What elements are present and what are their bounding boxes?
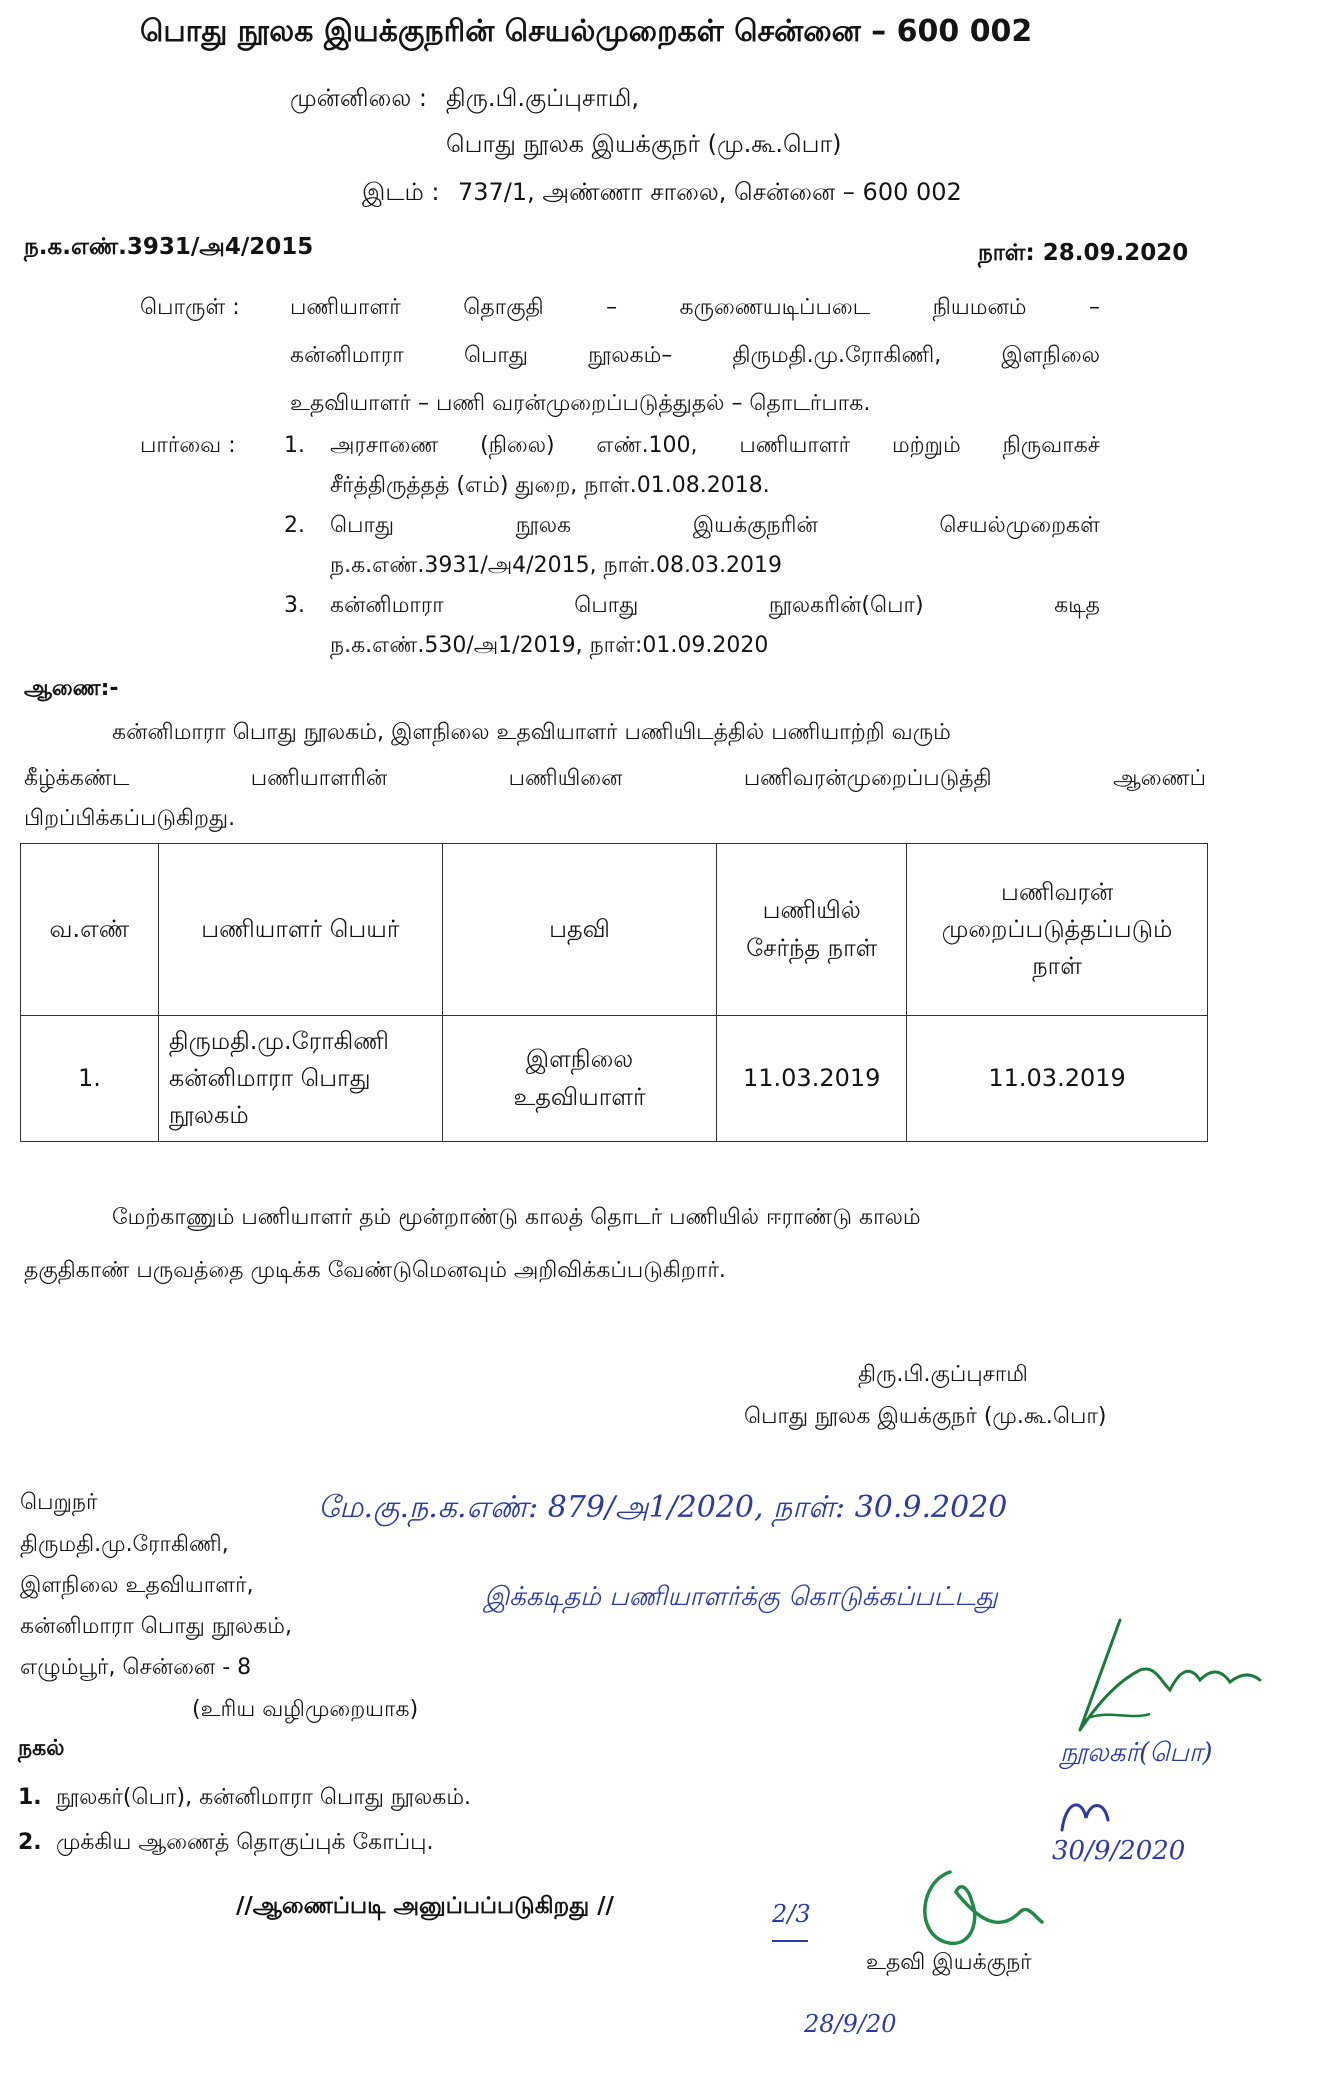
- place-label: இடம் :: [362, 178, 440, 206]
- ref-word: மற்றும்: [891, 433, 961, 458]
- cell-joined: 11.03.2019: [717, 1016, 907, 1142]
- fraction-bar-icon: [770, 1936, 810, 1946]
- header-joined-line: பணியில்: [762, 896, 861, 925]
- cell-name-line: நூலகம்: [168, 1101, 249, 1130]
- subject-word: நியமனம்: [932, 295, 1027, 320]
- cell-serial: 1.: [21, 1016, 159, 1142]
- handwritten-clerk-date: 28/9/20: [804, 2010, 897, 2038]
- page-fraction: 2/3: [772, 1900, 811, 1928]
- order-line-1: கன்னிமாரா பொது நூலகம், இளநிலை உதவியாளர் பணியிடத்தில் பணியாற்றி வரும்: [112, 720, 951, 745]
- header-joined-line: சேர்ந்த நாள்: [746, 933, 878, 962]
- ref-word: பொது: [574, 593, 639, 618]
- ref-3-line-2: ந.க.எண்.530/அ1/2019, நாள்:01.09.2020: [330, 633, 769, 658]
- subject-word: கன்னிமாரா: [290, 343, 404, 368]
- recipient-line: திருமதி.மு.ரோகிணி,: [20, 1532, 229, 1557]
- subject-word: பணியாளர்: [290, 295, 401, 320]
- cell-name: [158, 1016, 442, 1142]
- copy-label: நகல்: [18, 1736, 65, 1761]
- copy-item: நூலகர்(பொ), கன்னிமாரா பொது நூலகம்.: [56, 1785, 472, 1810]
- ref-3-line-1: [330, 593, 1100, 621]
- cell-name-line: கன்னிமாரா பொது: [168, 1063, 371, 1092]
- order-word: ஆணைப்: [1112, 766, 1206, 791]
- probation-line-2: தகுதிகாண் பருவத்தை முடிக்க வேண்டுமெனவும் அறிவிக்கப்படுகிறார்.: [24, 1258, 726, 1283]
- header-regularized-line: பணிவரன்: [1000, 877, 1114, 906]
- assistant-director-signature-icon: [910, 1862, 1050, 1952]
- copy-number: 1.: [18, 1785, 42, 1810]
- signatory-name: திரு.பி.குப்புசாமி: [858, 1362, 1028, 1387]
- header-joined: [717, 844, 907, 1016]
- place-value: 737/1, அண்ணா சாலை, சென்னை – 600 002: [458, 178, 962, 206]
- table-header-row: [21, 844, 1208, 1016]
- subject-line-3: உதவியாளர் – பணி வரன்முறைப்படுத்துதல் – தொடர்பாக.: [290, 391, 871, 416]
- copy-number: 2.: [18, 1830, 42, 1855]
- subject-word: –: [606, 295, 618, 320]
- ref-number: 2.: [284, 513, 305, 538]
- order-date: நாள்: 28.09.2020: [978, 240, 1189, 266]
- handwritten-librarian: நூலகர்(பொ): [1060, 1738, 1213, 1768]
- recipient-via: (உரிய வழிமுறையாக): [192, 1697, 419, 1722]
- refs-label: பார்வை :: [140, 433, 236, 458]
- order-word: பணியாளரின்: [250, 766, 388, 791]
- ref-word: பொது: [330, 513, 395, 538]
- recipient-line: கன்னிமாரா பொது நூலகம்,: [20, 1614, 292, 1639]
- ref-word: செயல்முறைகள்: [939, 513, 1100, 538]
- ref-word: கன்னிமாரா: [330, 593, 444, 618]
- recipient-line: இளநிலை உதவியாளர்,: [20, 1573, 254, 1598]
- copy-item: முக்கிய ஆணைத் தொகுப்புக் கோப்பு.: [56, 1830, 434, 1855]
- order-line-3: பிறப்பிக்கப்படுகிறது.: [24, 806, 236, 831]
- subject-line-2: [290, 343, 1100, 371]
- header-regularized-line: முறைப்படுத்தப்படும்: [941, 914, 1173, 943]
- header-name: பணியாளர் பெயர்: [158, 844, 442, 1016]
- ref-word: (நிலை): [480, 433, 555, 458]
- order-word: பணிவரன்முறைப்படுத்தி: [743, 766, 992, 791]
- handwritten-note-line: இக்கடிதம் பணியாளர்க்கு கொடுக்கப்பட்டது: [484, 1582, 998, 1612]
- assistant-director-label: உதவி இயக்குநர்: [866, 1950, 1032, 1975]
- subject-word: இளநிலை: [1001, 343, 1100, 368]
- signatory-designation: பொது நூலக இயக்குநர் (மு.கூ.பொ): [744, 1404, 1107, 1429]
- table-row: [21, 1016, 1208, 1142]
- presence-designation: பொது நூலக இயக்குநர் (மு.கூ.பொ): [446, 130, 842, 158]
- ref-word: நூலகரின்(பொ): [768, 593, 924, 618]
- ref-word: இயக்குநரின்: [692, 513, 818, 538]
- presence-name: திரு.பி.குப்புசாமி,: [446, 84, 640, 112]
- recipient-label: பெறுநர்: [20, 1490, 98, 1515]
- handwritten-ref-line: மே.கு.ந.க.எண்: 879/அ1/2020, நாள்: 30.9.2020: [318, 1490, 1008, 1525]
- header-regularized: [907, 844, 1208, 1016]
- initial-signature-icon: [1052, 1790, 1122, 1840]
- ref-2-line-2: ந.க.எண்.3931/அ4/2015, நாள்.08.03.2019: [330, 553, 782, 578]
- subject-word: பொது: [463, 343, 529, 368]
- ref-word: நிருவாகச்: [1002, 433, 1100, 458]
- ref-word: நூலக: [515, 513, 572, 538]
- subject-word: திருமதி.மு.ரோகிணி,: [732, 343, 942, 368]
- ref-2-line-1: [330, 513, 1100, 541]
- ref-word: கடித: [1054, 593, 1100, 618]
- document-title: பொது நூலக இயக்குநரின் செயல்முறைகள் சென்னை – 600 002: [140, 14, 1033, 49]
- cell-name-line: திருமதி.மு.ரோகிணி: [168, 1026, 389, 1055]
- order-word: கீழ்க்கண்ட: [24, 766, 130, 791]
- probation-line-1: மேற்காணும் பணியாளர் தம் மூன்றாண்டு காலத் தொடர் பணியில் ஈராண்டு காலம்: [112, 1205, 921, 1230]
- librarian-signature-icon: [1060, 1610, 1280, 1740]
- cell-post: [442, 1016, 717, 1142]
- header-serial: வ.எண்: [21, 844, 159, 1016]
- subject-word: –: [1088, 295, 1100, 320]
- file-number: ந.க.எண்.3931/அ4/2015: [24, 234, 314, 260]
- ref-word: எண்.100,: [596, 433, 698, 458]
- handwritten-sign-date: 30/9/2020: [1052, 1836, 1186, 1866]
- ref-number: 3.: [284, 593, 305, 618]
- order-heading: ஆணை:-: [24, 676, 119, 701]
- ref-number: 1.: [284, 433, 305, 458]
- presence-label: முன்னிலை :: [290, 84, 427, 112]
- subject-label: பொருள் :: [140, 295, 240, 320]
- order-word: பணியினை: [508, 766, 623, 791]
- subject-word: நூலகம்–: [588, 343, 673, 368]
- ref-word: பணியாளர்: [739, 433, 851, 458]
- ref-1-line-2: சீர்த்திருத்தத் (எம்) துறை, நாள்.01.08.2018.: [330, 473, 770, 498]
- cell-post-line: உதவியாளர்: [513, 1082, 646, 1111]
- staff-table: [20, 843, 1208, 1142]
- header-regularized-line: நாள்: [1032, 952, 1082, 981]
- subject-word: தொகுதி: [463, 295, 544, 320]
- cell-post-line: இளநிலை: [525, 1045, 634, 1074]
- subject-word: கருணையடிப்படை: [679, 295, 871, 320]
- ref-word: அரசாணை: [330, 433, 439, 458]
- forwarded-note: //ஆணைப்படி அனுப்பப்படுகிறது //: [236, 1893, 614, 1919]
- cell-regularized: 11.03.2019: [907, 1016, 1208, 1142]
- recipient-line: எழும்பூர், சென்னை - 8: [20, 1655, 252, 1680]
- subject-line-1: [290, 295, 1100, 323]
- header-post: பதவி: [442, 844, 717, 1016]
- order-line-2: [24, 766, 1206, 794]
- ref-1-line-1: [330, 433, 1100, 461]
